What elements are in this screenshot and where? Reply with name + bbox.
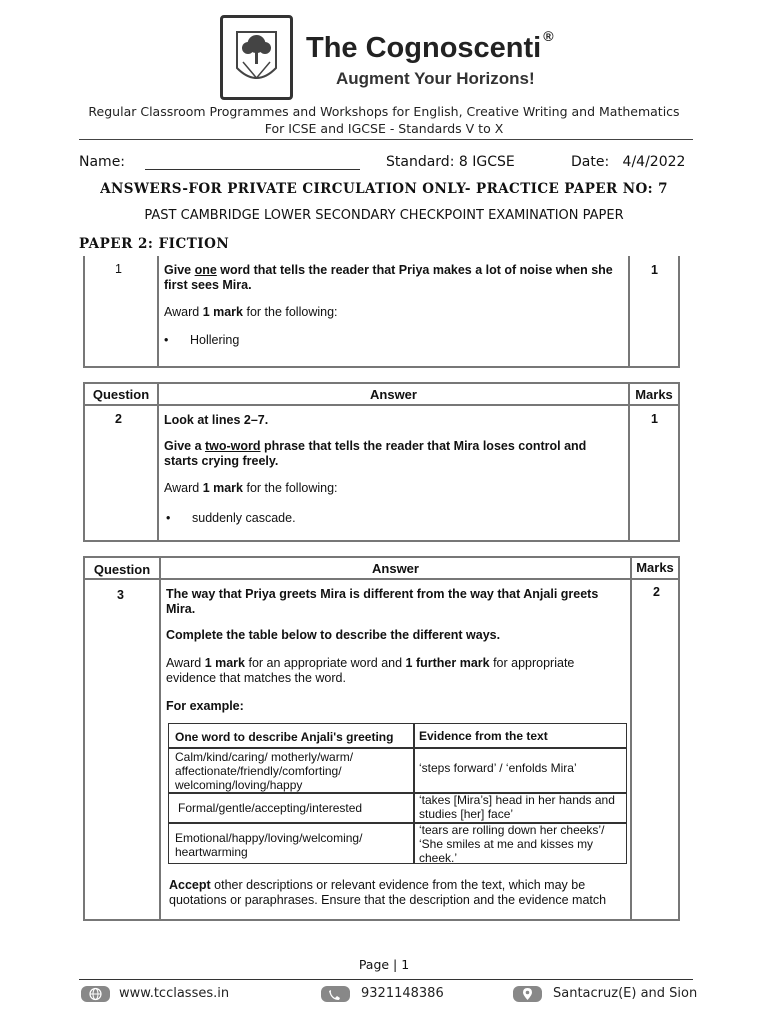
q3-accept-note: Accept other descriptions or relevant evidence from the text, which may be quotations or paraphrases. Ensure that the description and the evidence match [169, 878, 607, 907]
q3-prompt: The way that Priya greets Mira is different from the way that Anjali greets Mira. [166, 587, 599, 616]
q2-answer-header: Answer [370, 387, 417, 402]
q2-number: 2 [115, 412, 122, 426]
q3-row-3-evidence: ‘tears are rolling down her cheeks’/ ‘She smiles at me and kisses my cheek.’ [419, 823, 605, 865]
footer-phone[interactable]: 9321148386 [361, 986, 444, 1001]
q3-row-2-word: Formal/gentle/accepting/interested [178, 801, 363, 815]
phone-icon [321, 986, 350, 1002]
standard-field [386, 154, 515, 170]
q3-row-1-evidence: ‘steps forward’ / ‘enfolds Mira’ [419, 761, 577, 775]
standard-value: 8 IGCSE [458, 154, 515, 170]
q1-marks: 1 [651, 263, 658, 277]
q2-line-ref: Look at lines 2–7. [164, 413, 269, 427]
q3-row-2-evidence: ‘takes [Mira’s] head in her hands and studies [her] face’ [419, 793, 615, 821]
tree-shield-logo-icon [223, 18, 290, 97]
q2-prompt: Give a two-word phrase that tells the reader that Mira loses control and starts crying freely. [164, 439, 587, 468]
date-value: 4/4/2022 [622, 154, 686, 170]
q1-answer: • Hollering [190, 333, 239, 348]
footer-divider [79, 979, 693, 980]
q3-col1-header: One word to describe Anjali's greeting [175, 730, 394, 744]
globe-icon [81, 986, 110, 1002]
name-label: Name: [79, 154, 126, 170]
q3-number: 3 [117, 588, 124, 602]
footer-location: Santacruz(E) and Sion [553, 986, 698, 1001]
q2-table [83, 382, 680, 542]
q1-table [83, 256, 680, 368]
header-subline-2: For ICSE and IGCSE - Standards V to X [264, 121, 504, 136]
page-number: Page | 1 [358, 957, 410, 972]
paper-title: PAPER 2: FICTION [79, 236, 230, 252]
q3-table [83, 556, 680, 921]
brand-name: The Cognoscenti ® [306, 28, 554, 64]
q3-instruction: Complete the table below to describe the different ways. [166, 628, 501, 642]
location-pin-icon [513, 986, 542, 1002]
name-field [79, 154, 360, 170]
date-label: Date: [571, 154, 610, 170]
q3-marks: 2 [653, 585, 660, 599]
q3-marks-header: Marks [636, 560, 674, 575]
main-title: ANSWERS-FOR PRIVATE CIRCULATION ONLY- PRACTICE PAPER NO: 7 [100, 181, 668, 197]
standard-label: Standard: [386, 154, 455, 170]
q2-award: Award 1 mark for the following: [164, 481, 338, 495]
q2-question-header: Question [92, 387, 150, 402]
q3-col2-header: Evidence from the text [419, 729, 548, 743]
footer-website[interactable]: www.tcclasses.in [119, 986, 230, 1001]
q2-answer: • suddenly cascade. [192, 511, 296, 526]
header-divider [79, 139, 693, 140]
q3-award: Award 1 mark for an appropriate word and 1 further mark for appropriate evidence that matches the word. [166, 656, 575, 685]
q1-number: 1 [115, 262, 122, 276]
q3-row-3-word: Emotional/happy/loving/welcoming/ heartwarming [175, 831, 363, 859]
q3-answer-header: Answer [372, 561, 419, 576]
sub-title: PAST CAMBRIDGE LOWER SECONDARY CHECKPOINT EXAMINATION PAPER [144, 208, 624, 223]
q3-row-1-word: Calm/kind/caring/ motherly/warm/ affectionate/friendly/comforting/ welcoming/loving/happy [175, 750, 354, 792]
q3-example-table [168, 723, 627, 864]
brand-logo [220, 15, 293, 100]
q2-marks: 1 [651, 412, 658, 426]
q1-prompt: Give one word that tells the reader that Priya makes a lot of noise when she first sees Mira. [164, 263, 613, 292]
q1-award: Award 1 mark for the following: [164, 305, 338, 319]
q3-example-label: For example: [166, 699, 244, 713]
registered-mark: ® [543, 28, 554, 44]
date-field [571, 154, 685, 170]
brand-tagline: Augment Your Horizons! [336, 69, 535, 88]
name-blank [145, 155, 360, 170]
q3-question-header: Question [93, 562, 151, 577]
header-subline-1: Regular Classroom Programmes and Workshops for English, Creative Writing and Mathematics [88, 104, 680, 119]
q2-marks-header: Marks [635, 387, 673, 402]
